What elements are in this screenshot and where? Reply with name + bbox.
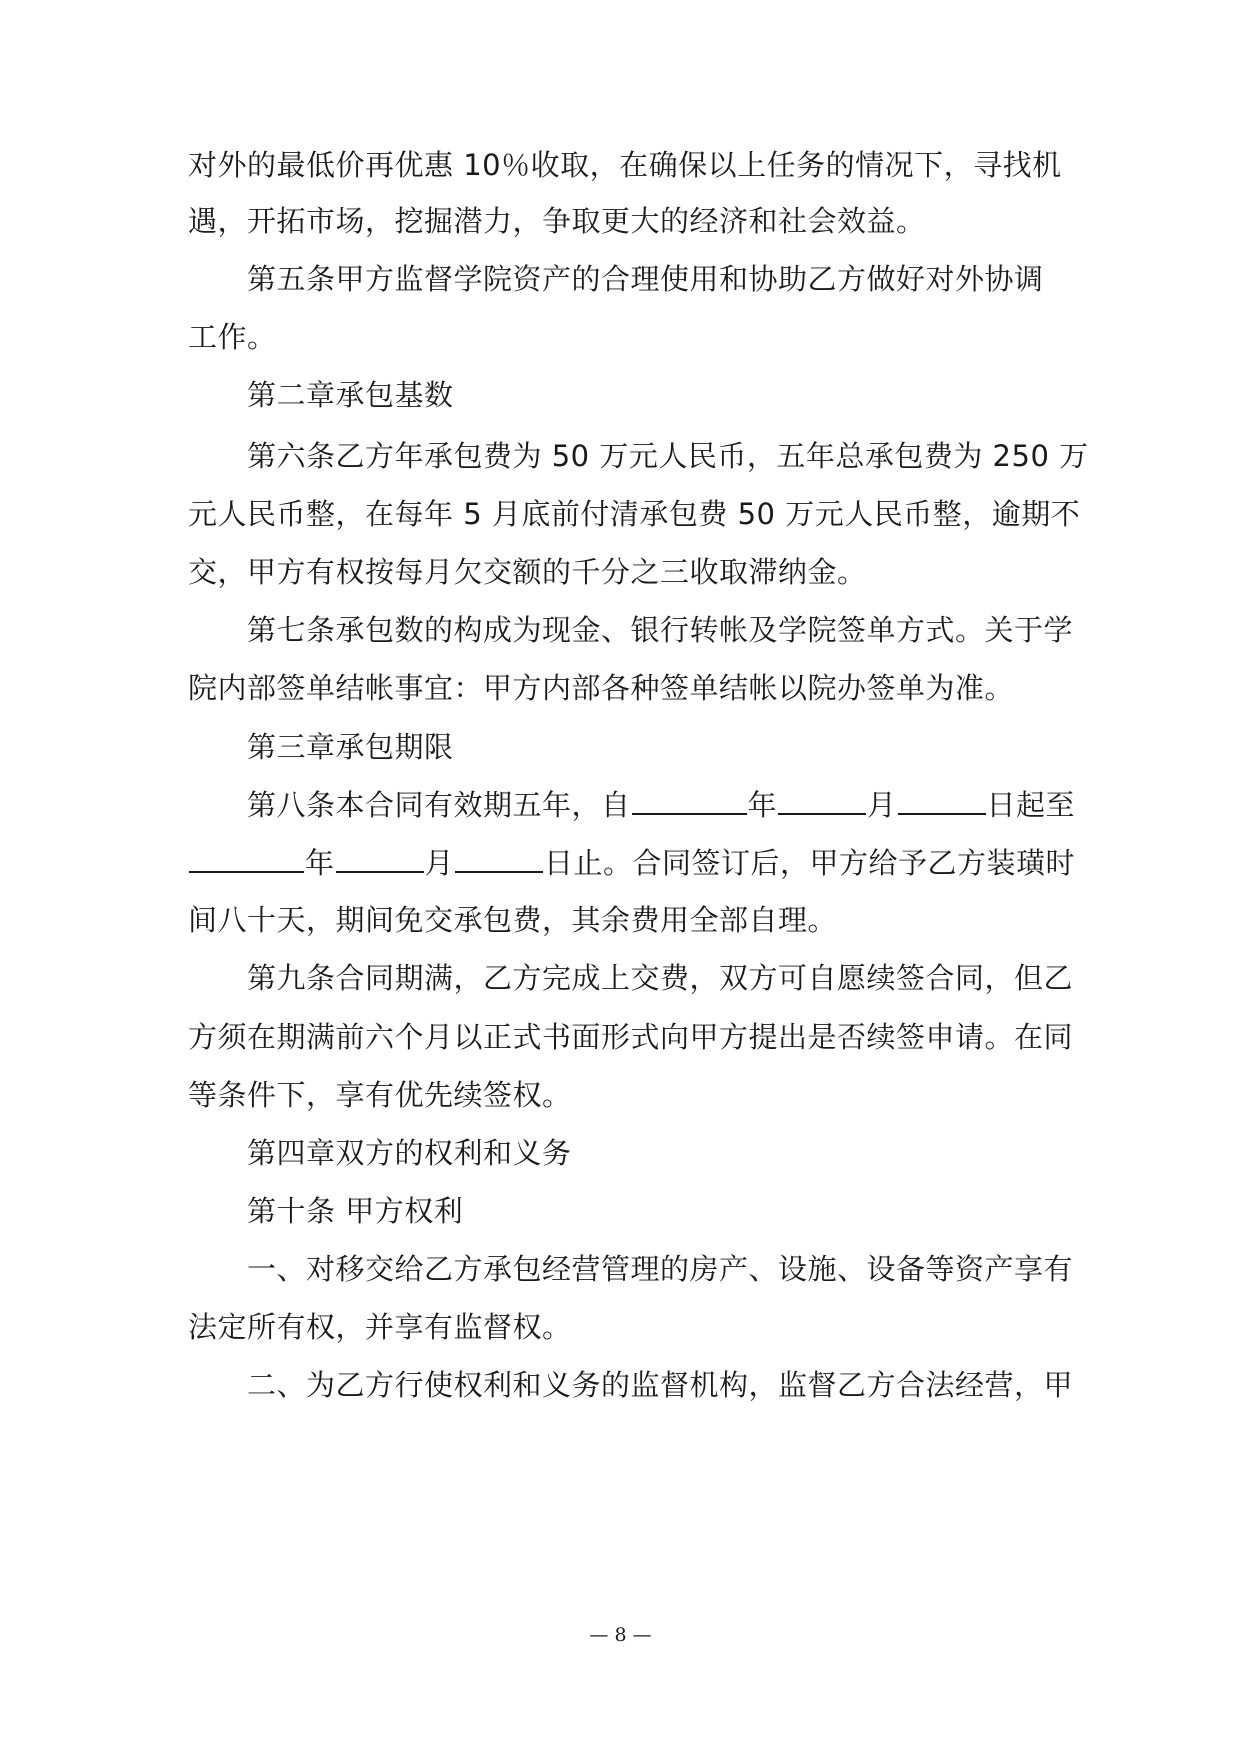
article-7: 第七条承包数的构成为现金、银行转帐及学院签单方式。关于学 — [247, 613, 1074, 647]
text-line: 方须在期满前六个月以正式书面形式向甲方提出是否续签申请。在同 — [188, 1020, 1074, 1054]
month-label: 月 — [424, 846, 455, 880]
chapter-3-heading: 第三章承包期限 — [247, 730, 454, 764]
chapter-4-heading: 第四章双方的权利和义务 — [247, 1136, 572, 1170]
text-line: 遇，开拓市场，挖掘潜力，争取更大的经济和社会效益。 — [188, 204, 926, 238]
article-10-heading: 第十条 甲方权利 — [247, 1194, 464, 1228]
text-line: 对外的最低价再优惠 10％收取，在确保以上任务的情况下，寻找机 — [188, 148, 1062, 182]
start-month-blank — [778, 779, 866, 815]
line-tail: 日止。合同签订后，甲方给予乙方装璜时 — [544, 846, 1076, 880]
article-5: 第五条甲方监督学院资产的合理使用和协助乙方做好对外协调 — [247, 262, 1044, 296]
text-line: 法定所有权，并享有监督权。 — [188, 1310, 572, 1344]
year-label: 年 — [305, 846, 335, 880]
article-8-tail: 日起至 — [986, 788, 1076, 822]
end-year-blank — [189, 837, 304, 873]
text-line: 交，甲方有权按每月欠交额的千分之三收取滞纳金。 — [188, 555, 867, 589]
start-year-blank — [632, 779, 747, 815]
item-2: 二、为乙方行使权利和义务的监督机构，监督乙方合法经营，甲 — [247, 1368, 1074, 1402]
text-line: 院内部签单结帐事宜：甲方内部各种签单结帐以院办签单为准。 — [188, 671, 1015, 705]
article-9: 第九条合同期满，乙方完成上交费，双方可自愿续签合同，但乙 — [247, 961, 1074, 995]
start-day-blank — [898, 779, 986, 815]
month-label: 月 — [867, 788, 897, 822]
text-line: 元人民币整，在每年 5 月底前付清承包费 50 万元人民币整，逾期不 — [188, 497, 1081, 531]
year-label: 年 — [747, 788, 778, 822]
chapter-2-heading: 第二章承包基数 — [247, 378, 454, 412]
text-line: 等条件下，享有优先续签权。 — [188, 1078, 572, 1112]
text-line: 间八十天，期间免交承包费，其余费用全部自理。 — [188, 903, 838, 937]
end-month-blank — [336, 837, 424, 873]
text-line — [0, 837, 1241, 887]
article-6: 第六条乙方年承包费为 50 万元人民币，五年总承包费为 250 万 — [247, 439, 1089, 473]
end-day-blank — [455, 837, 543, 873]
page-number: — 8 — — [589, 1624, 652, 1646]
text-line: 工作。 — [188, 320, 277, 354]
article-8 — [0, 779, 1241, 829]
item-1: 一、对移交给乙方承包经营管理的房产、设施、设备等资产享有 — [247, 1252, 1074, 1286]
article-8-prefix: 第八条本合同有效期五年，自 — [247, 788, 631, 822]
